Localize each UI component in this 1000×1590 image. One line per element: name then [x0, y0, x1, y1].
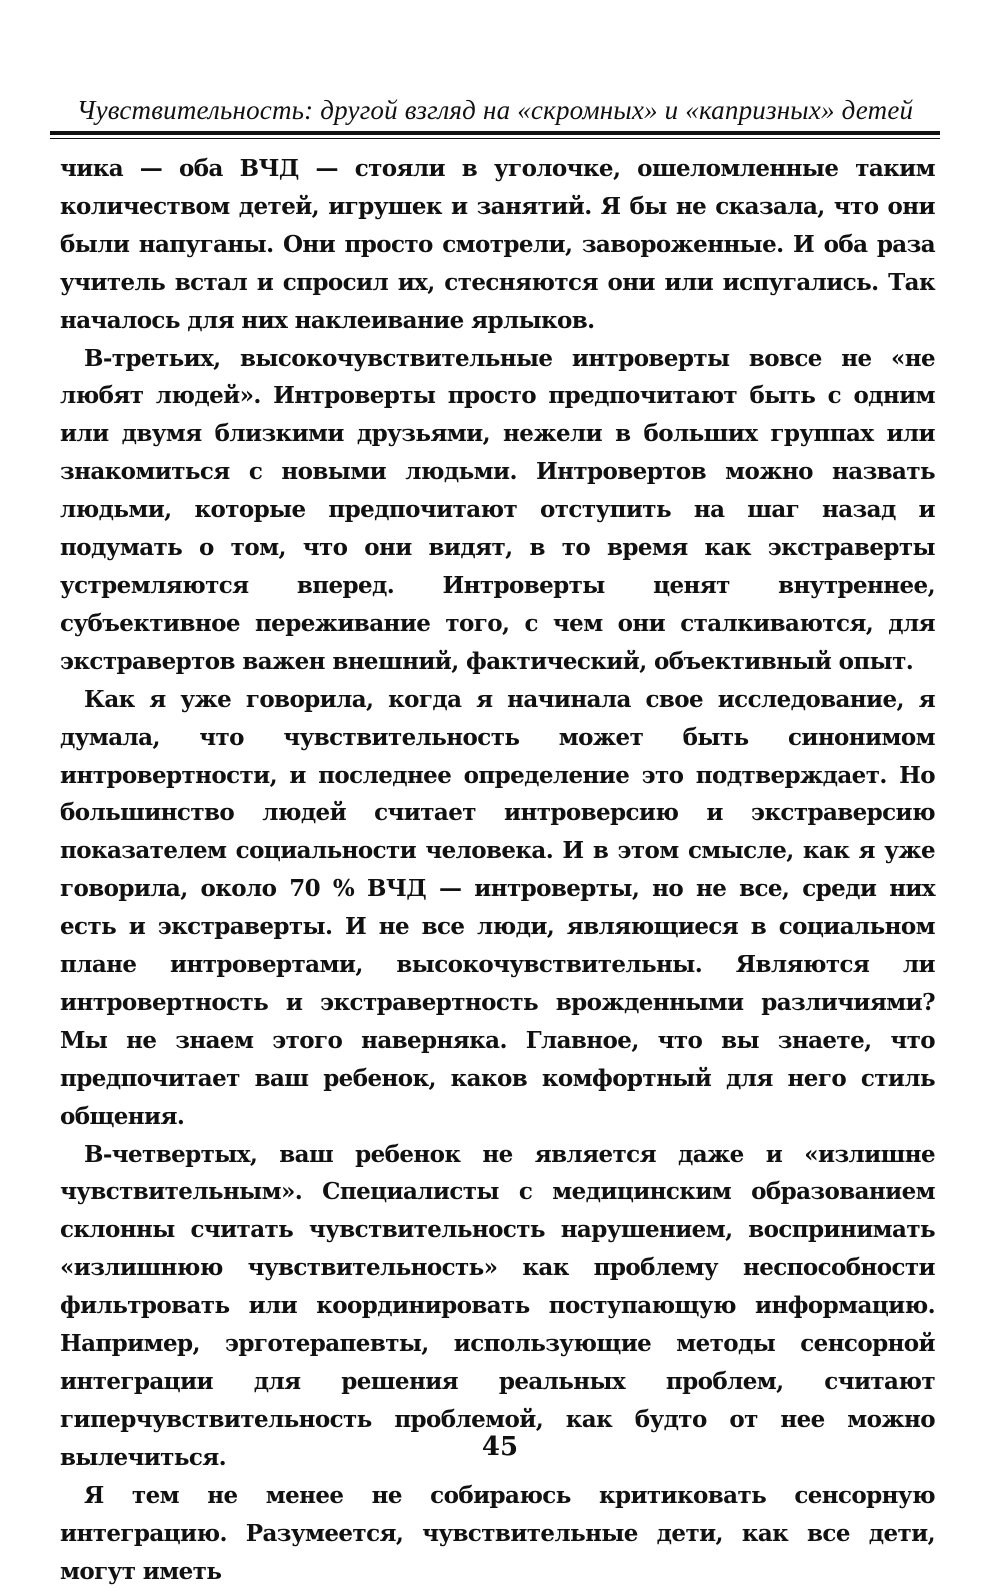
- paragraph: В-третьих, высокочувствительные интроверты вовсе не «не любят людей». Интроверты просто предпочитают быть с одним или двумя близкими друзьями, нежели в больших группах или знакомиться с новыми людьми. Интровертов можно назвать людьми, которые предпочитают отступить на шаг назад и подумать о том, что они видят, в то время как экстраверты устремляются вперед. Интроверты ценят внутреннее, субъективное переживание того, с чем они сталкиваются, для экстравертов важен внешний, фактический, объективный опыт.: [60, 344, 935, 675]
- paragraph-continued: чика — оба ВЧД — стояли в уголочке, ошеломленные таким количеством детей, игрушек и занятий. Я бы не сказала, что они были напуганы. Они просто смотрели, завороженные. И оба раза учитель встал и спросил их, стесняются они или испугались. Так началось для них наклеивание ярлыков.: [60, 155, 935, 334]
- header-rule-thin: [50, 138, 940, 139]
- header-rule-thick: [50, 131, 940, 135]
- paragraph: Я тем не менее не собираюсь критиковать сенсорную интеграцию. Разумеется, чувствительные дети, как все дети, могут иметь: [60, 1481, 935, 1585]
- running-header: Чувствительность: другой взгляд на «скромных» и «капризных» детей: [76, 95, 914, 125]
- body-text: [60, 150, 935, 1590]
- page-number: 45: [481, 1432, 519, 1462]
- paragraph: Как я уже говорила, когда я начинала свое исследование, я думала, что чувствительность может быть синонимом интровертности, и последнее определение это подтверждает. Но большинство людей считает интроверсию и экстраверсию показателем социальности человека. И в этом смысле, как я уже говорила, около 70 % ВЧД — интроверты, но не все, среди них есть и экстраверты. И не все люди, являющиеся в социальном плане интровертами, высокочувствительны. Являются ли интровертность и экстравертность врожденными различиями? Мы не знаем этого наверняка. Главное, что вы знаете, что предпочитает ваш ребенок, каков комфортный для него стиль общения.: [60, 685, 935, 1130]
- paragraph: В-четвертых, ваш ребенок не является даже и «излишне чувствительным». Специалисты с медицинским образованием склонны считать чувствительность нарушением, воспринимать «излишнюю чувствительность» как проблему неспособности фильтровать или координировать поступающую информацию. Например, эрготерапевты, использующие методы сенсорной интеграции для решения реальных проблем, считают гиперчувствительность проблемой, как будто от нее можно вылечиться.: [60, 1140, 935, 1471]
